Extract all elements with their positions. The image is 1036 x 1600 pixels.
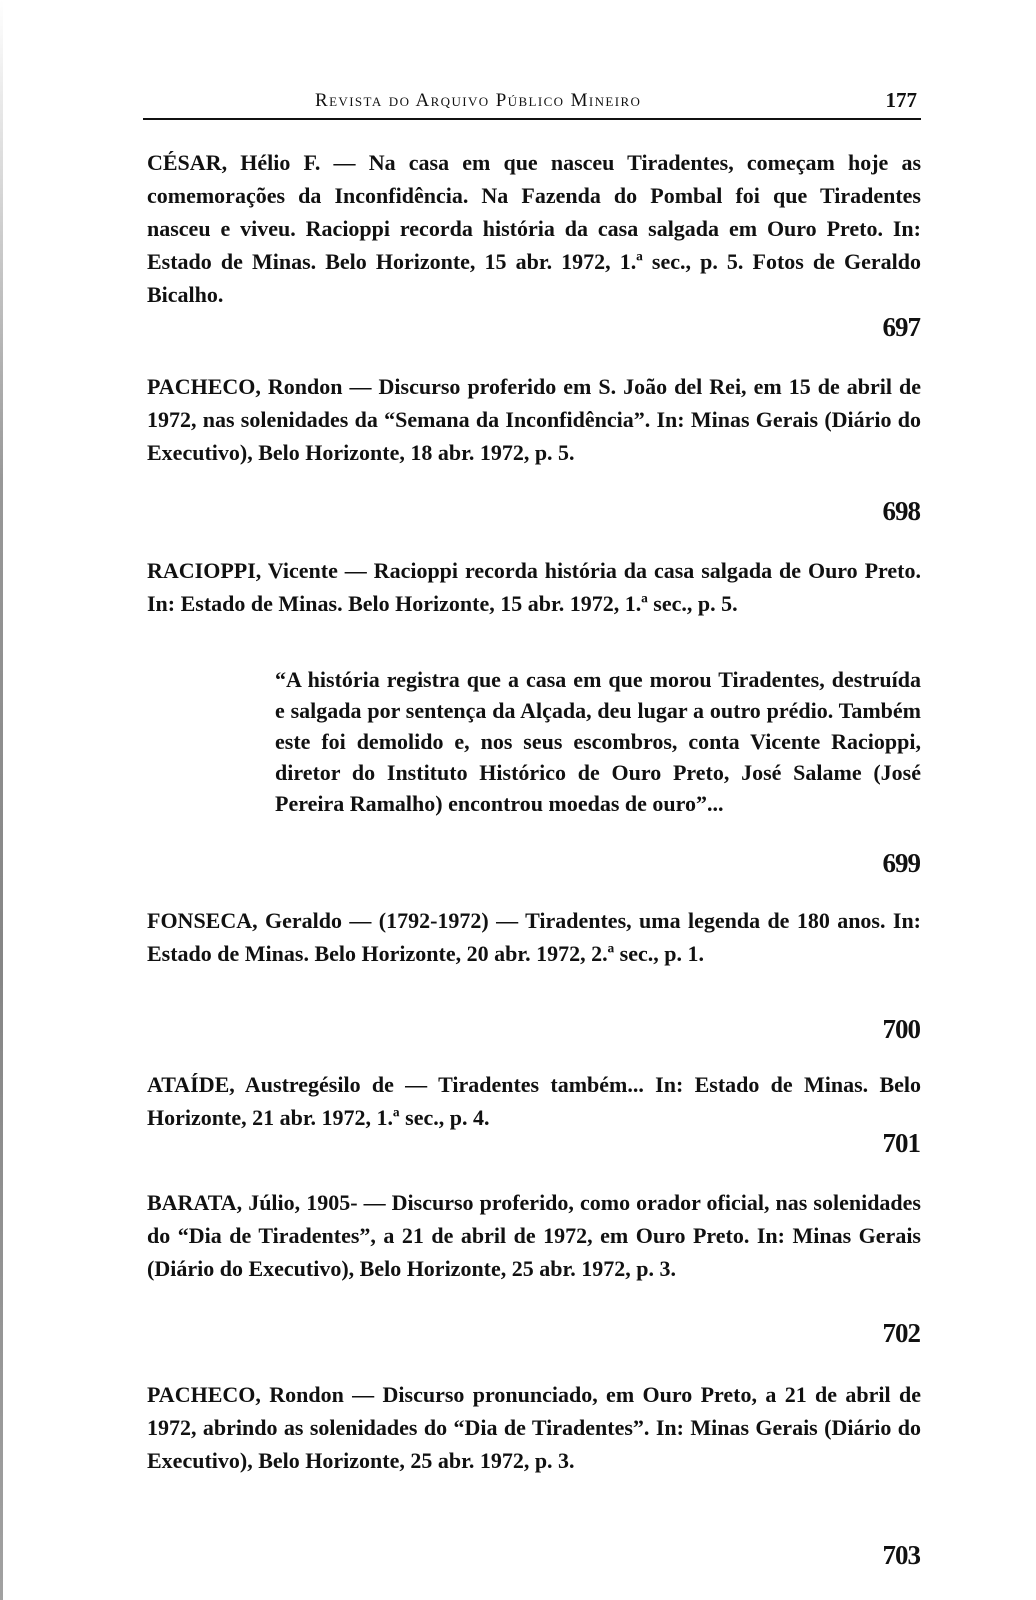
bibliography-entry-703 [147, 1378, 921, 1477]
entry-number: 700 [882, 1014, 920, 1044]
bibliography-entry-700 [147, 904, 921, 970]
entry-number: 699 [882, 848, 920, 878]
entry-number: 698 [882, 496, 920, 526]
page-header [143, 84, 921, 120]
entry-number: 703 [882, 1540, 920, 1570]
page-number: 177 [885, 88, 917, 112]
running-title: Revista do Arquivo Público Mineiro [315, 90, 642, 111]
bibliography-entry-701 [147, 1068, 921, 1134]
entry-text: CÉSAR, Hélio F. — Na casa em que nasceu Tiradentes, começam hoje as comemorações da Inconfidência. Na Fazenda do Pombal foi que Tiradentes nasceu e viveu. Racioppi recorda história da casa salgada em Ouro Preto. In: Estado de Minas. Belo Horizonte, 15 abr. 1972, 1.ª sec., p. 5. Fotos de Geraldo Bicalho. [147, 150, 921, 307]
entry-number: 702 [882, 1318, 920, 1348]
bibliography-entry-702 [147, 1186, 921, 1285]
entry-number: 697 [882, 312, 920, 342]
entry-text: BARATA, Júlio, 1905- — Discurso proferido, como orador oficial, nas solenidades do “Dia de Tiradentes”, a 21 de abril de 1972, em Ouro Preto. In: Minas Gerais (Diário do Executivo), Belo Horizonte, 25 abr. 1972, p. 3. [147, 1190, 921, 1281]
page-edge-shadow [0, 0, 3, 1600]
quoted-excerpt: “A história registra que a casa em que morou Tiradentes, destruída e salgada por sentença da Alçada, deu lugar a outro prédio. Também este foi demolido e, nos seus escombros, conta Vicente Racioppi, diretor do Instituto Histórico de Ouro Preto, José Salame (José Pereira Ramalho) encontrou moedas de ouro”... [275, 667, 921, 816]
bibliography-entry-697 [147, 146, 921, 311]
entry-text: ATAÍDE, Austregésilo de — Tiradentes também... In: Estado de Minas. Belo Horizonte, 21 abr. 1972, 1.ª sec., p. 4. [147, 1072, 921, 1130]
entry-text: RACIOPPI, Vicente — Racioppi recorda história da casa salgada de Ouro Preto. In: Estado de Minas. Belo Horizonte, 15 abr. 1972, 1.ª sec., p. 5. [147, 558, 921, 616]
bibliography-entry-698 [147, 370, 921, 469]
entry-text: PACHECO, Rondon — Discurso proferido em S. João del Rei, em 15 de abril de 1972, nas solenidades da “Semana da Inconfidência”. In: Minas Gerais (Diário do Executivo), Belo Horizonte, 18 abr. 1972, p. 5. [147, 374, 921, 465]
entry-text: FONSECA, Geraldo — (1792-1972) — Tiradentes, uma legenda de 180 anos. In: Estado de Minas. Belo Horizonte, 20 abr. 1972, 2.ª sec., p. 1. [147, 908, 921, 966]
entry-number: 701 [882, 1128, 920, 1158]
bibliography-entry-699 [147, 554, 921, 620]
entry-text: PACHECO, Rondon — Discurso pronunciado, em Ouro Preto, a 21 de abril de 1972, abrindo as solenidades do “Dia de Tiradentes”. In: Minas Gerais (Diário do Executivo), Belo Horizonte, 25 abr. 1972, p. 3. [147, 1382, 921, 1473]
